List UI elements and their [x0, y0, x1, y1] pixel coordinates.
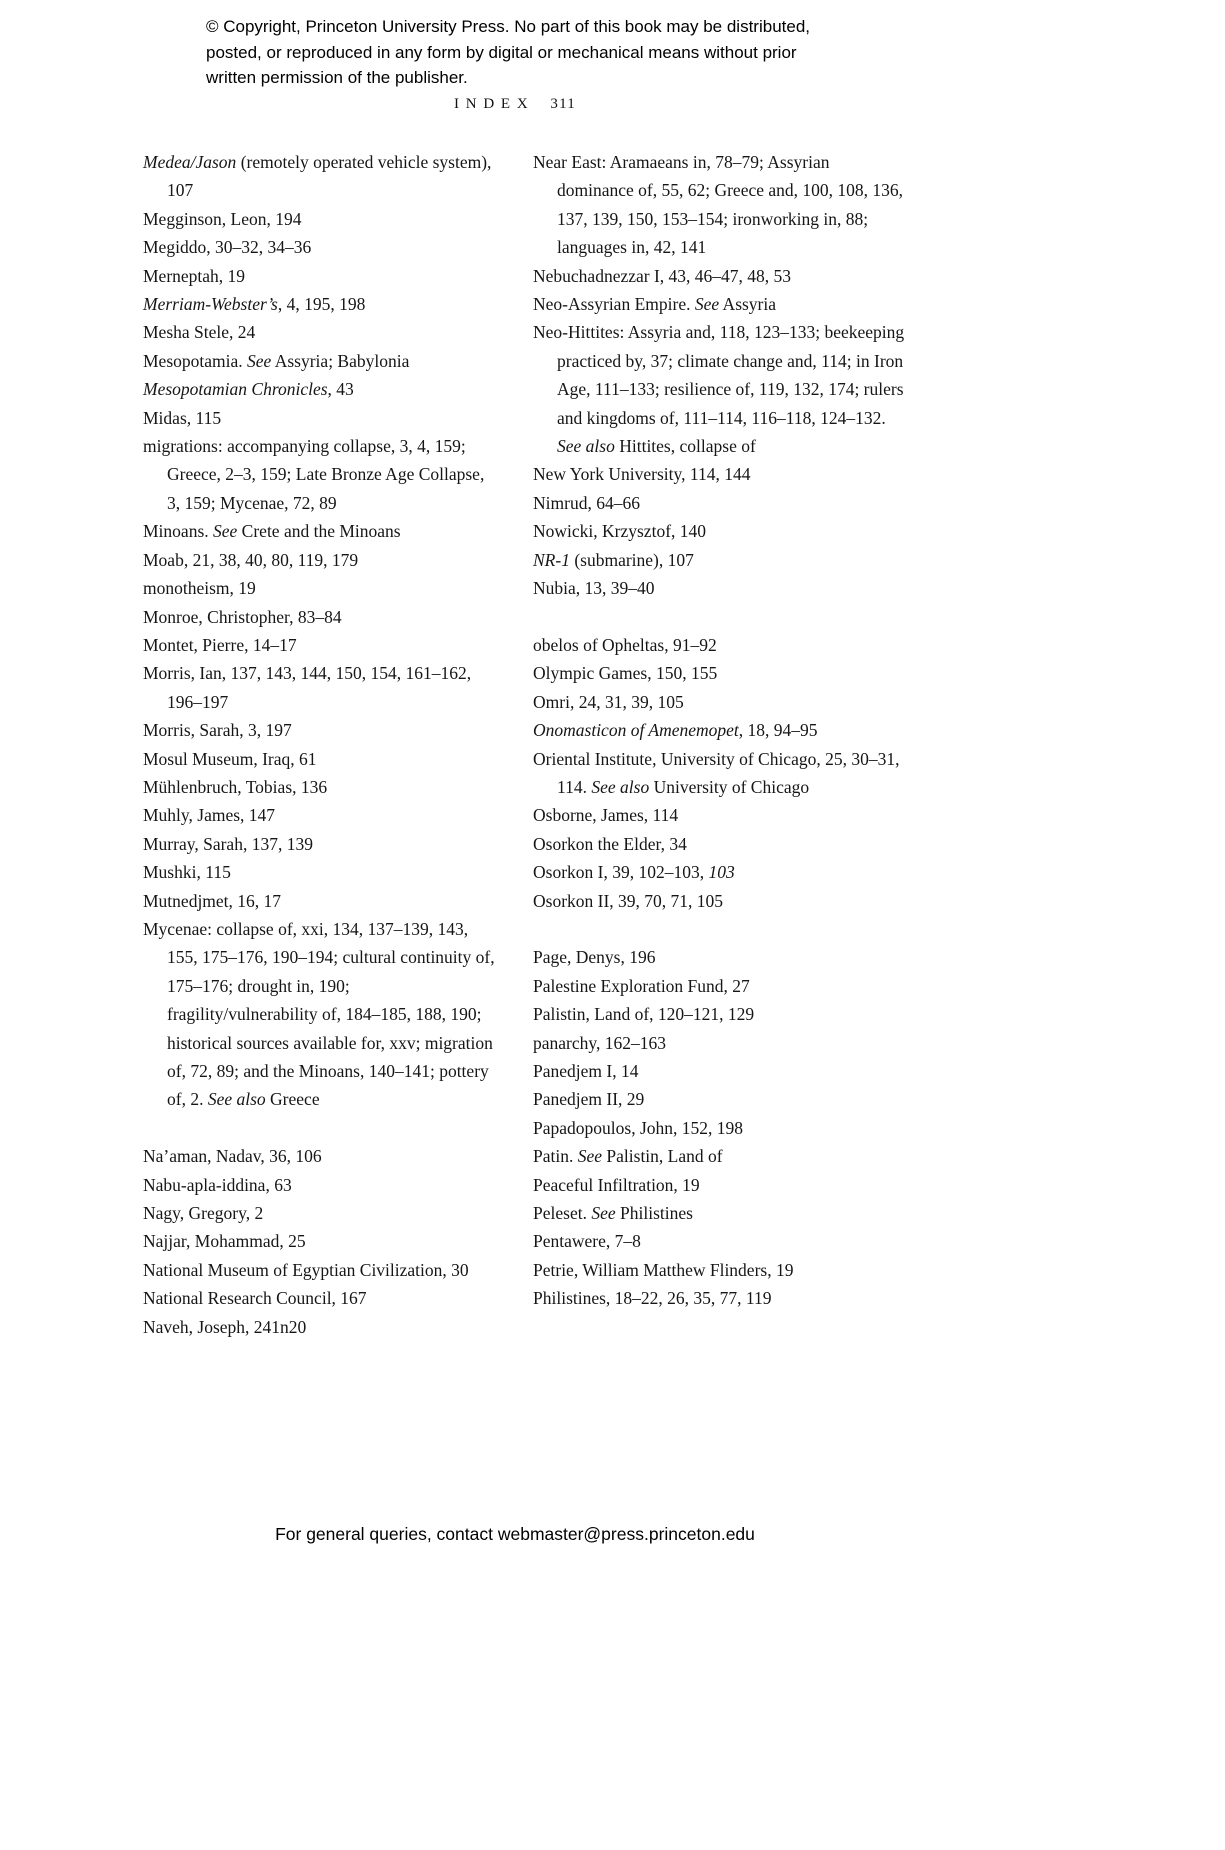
- entry-text: monotheism, 19: [143, 578, 256, 599]
- entry-text: Morris, Sarah, 3, 197: [143, 720, 292, 741]
- entry-text: Nabu-apla-iddina, 63: [143, 1174, 292, 1195]
- entry-text: Nubia, 13, 39–40: [533, 578, 655, 599]
- index-entry: [143, 262, 495, 290]
- entry-text: Megginson, Leon, 194: [143, 208, 302, 229]
- index-entry: [533, 574, 909, 602]
- entry-text: Monroe, Christopher, 83–84: [143, 606, 342, 627]
- index-entry: [533, 1000, 909, 1028]
- entry-text: Nebuchadnezzar I, 43, 46–47, 48, 53: [533, 265, 792, 286]
- entry-text-italic: NR-1: [533, 549, 570, 570]
- index-entry: [143, 830, 495, 858]
- index-entry: [533, 489, 909, 517]
- entry-text: Panedjem I, 14: [533, 1060, 639, 1081]
- index-entry: [143, 318, 495, 346]
- entry-text: Nagy, Gregory, 2: [143, 1203, 264, 1224]
- index-entry: [533, 801, 909, 829]
- index-entry: [533, 1057, 909, 1085]
- entry-text: Omri, 24, 31, 39, 105: [533, 691, 684, 712]
- index-entry: [533, 517, 909, 545]
- entry-text: Mesha Stele, 24: [143, 322, 256, 343]
- index-entry: [143, 574, 495, 602]
- entry-text: Greece: [265, 1089, 320, 1110]
- index-entry: [533, 1199, 909, 1227]
- index-entry: [143, 915, 495, 1114]
- index-entry: [143, 858, 495, 886]
- entry-text: Mühlenbruch, Tobias, 136: [143, 776, 328, 797]
- entry-text: Montet, Pierre, 14–17: [143, 634, 297, 655]
- index-entry: [533, 460, 909, 488]
- entry-text: Philistines: [615, 1203, 693, 1223]
- entry-text: , 4, 195, 198: [277, 294, 366, 315]
- entry-text: Minoans.: [143, 521, 213, 542]
- entry-text: Osorkon I, 39, 102–103,: [533, 862, 709, 883]
- entry-text: Naveh, Joseph, 241n20: [143, 1316, 307, 1337]
- entry-text-italic: Mesopotamian Chronicles: [143, 379, 328, 400]
- index-entry: [533, 318, 909, 460]
- entry-text: Philistines, 18–22, 26, 35, 77, 119: [533, 1288, 772, 1309]
- index-entry: [143, 603, 495, 631]
- index-entry: [533, 1256, 909, 1284]
- index-entry: [533, 745, 909, 802]
- entry-text: New York University, 114, 144: [533, 464, 751, 485]
- index-entry: [143, 432, 495, 517]
- entry-text: National Research Council, 167: [143, 1288, 367, 1309]
- entry-text: Near East: Aramaeans in, 78–79; Assyrian dominance of, 55, 62; Greece and, 100, 108, 136, 137, 139, 150, 153–154; ironworking in, 88; languages in, 42, 141: [533, 152, 904, 258]
- entry-text: Assyria; Babylonia: [271, 350, 410, 371]
- index-entry: [533, 1227, 909, 1255]
- entry-text: Mushki, 115: [143, 862, 231, 883]
- entry-text-italic: See: [213, 521, 238, 542]
- entry-text: Neo-Hittites: Assyria and, 118, 123–133; beekeeping practiced by, 37; climate change and, 114; in Iron Age, 111–133; resilience of, 119, 132, 174; rulers and kingdoms of, 111–114, 116–118, 124–132.: [533, 322, 905, 428]
- index-entry: [533, 290, 909, 318]
- entry-text-italic: See also: [591, 776, 650, 797]
- index-entry: [143, 546, 495, 574]
- entry-text: Megiddo, 30–32, 34–36: [143, 237, 312, 258]
- entry-text: Morris, Ian, 137, 143, 144, 150, 154, 161–162, 196–197: [143, 663, 472, 712]
- entry-text: migrations: accompanying collapse, 3, 4, 159; Greece, 2–3, 159; Late Bronze Age Collapse, 3, 159; Mycenae, 72, 89: [143, 436, 485, 513]
- entry-text: Na’aman, Nadav, 36, 106: [143, 1146, 322, 1167]
- entry-text: Merneptah, 19: [143, 265, 246, 286]
- entry-text: Nowicki, Krzysztof, 140: [533, 521, 707, 542]
- index-entry: [533, 1029, 909, 1057]
- entry-text: panarchy, 162–163: [533, 1032, 666, 1053]
- entry-text: Peaceful Infiltration, 19: [533, 1174, 700, 1195]
- entry-text: Murray, Sarah, 137, 139: [143, 833, 313, 854]
- index-entry: [533, 887, 909, 915]
- index-entry: [143, 290, 495, 318]
- entry-text: obelos of Opheltas, 91–92: [533, 634, 717, 655]
- entry-text: Najjar, Mohammad, 25: [143, 1231, 306, 1252]
- entry-text: Palestine Exploration Fund, 27: [533, 975, 750, 996]
- index-title: INDEX: [454, 96, 535, 112]
- entry-text: Midas, 115: [143, 407, 222, 428]
- entry-text: Moab, 21, 38, 40, 80, 119, 179: [143, 549, 359, 570]
- entry-text-italic: Onomasticon of Amenemopet: [533, 720, 739, 741]
- index-entry: [533, 858, 909, 886]
- index-entry: [143, 205, 495, 233]
- entry-text: Panedjem II, 29: [533, 1089, 645, 1110]
- index-entry: [143, 631, 495, 659]
- entry-text: , 43: [327, 379, 354, 400]
- entry-text: Crete and the Minoans: [237, 521, 401, 542]
- index-entry: [533, 148, 909, 262]
- index-entry: [533, 830, 909, 858]
- index-entry: [533, 1284, 909, 1312]
- index-entry: [533, 1085, 909, 1113]
- entry-text: Mosul Museum, Iraq, 61: [143, 748, 317, 769]
- index-entry: [533, 943, 909, 971]
- entry-text: Peleset.: [533, 1203, 592, 1223]
- index-entry: [533, 972, 909, 1000]
- entry-text-italic: See also: [557, 436, 615, 457]
- entry-text: Osorkon II, 39, 70, 71, 105: [533, 890, 724, 911]
- entry-text-italic: Medea/Jason: [143, 152, 237, 172]
- index-column-right: [533, 148, 909, 1341]
- page-number: 311: [550, 96, 576, 112]
- entry-text: Papadopoulos, John, 152, 198: [533, 1117, 743, 1138]
- entry-text: Palistin, Land of, 120–121, 129: [533, 1004, 755, 1025]
- index-entry: [533, 1114, 909, 1142]
- index-entry: [143, 659, 495, 716]
- entry-text: Assyria: [719, 294, 777, 315]
- index-entry: [533, 1142, 909, 1170]
- index-entry: [143, 1199, 495, 1227]
- index-entry: [143, 347, 495, 375]
- entry-text: Pentawere, 7–8: [533, 1231, 641, 1252]
- index-entry: [143, 801, 495, 829]
- index-entry: [533, 546, 909, 574]
- index-column-left: [143, 148, 495, 1341]
- entry-text-italic: 103: [708, 862, 735, 883]
- entry-text: Oriental Institute, University of Chicago, 25, 30–31, 114.: [533, 748, 900, 797]
- index-entry: [533, 688, 909, 716]
- index-entry: [143, 148, 495, 205]
- index-entry: [143, 1313, 495, 1341]
- index-entry: [533, 659, 909, 687]
- index-entry: [143, 887, 495, 915]
- entry-text: Neo-Assyrian Empire.: [533, 294, 695, 315]
- entry-text-italic: See also: [207, 1089, 266, 1110]
- index-entry: [143, 1142, 495, 1170]
- entry-text-italic: Merriam-Webster’s: [143, 294, 278, 315]
- index-entry: [143, 1171, 495, 1199]
- entry-text: Page, Denys, 196: [533, 947, 656, 968]
- entry-text-italic: See: [577, 1146, 603, 1167]
- entry-text: (submarine), 107: [569, 549, 694, 570]
- entry-text: Osborne, James, 114: [533, 805, 679, 826]
- entry-text-italic: See: [694, 294, 720, 315]
- index-entry: [143, 745, 495, 773]
- copyright-notice: © Copyright, Princeton University Press. No part of this book may be distributed, posted, or reproduced in any form by digital or mechanical means without prior written permission of the publisher.: [206, 17, 811, 87]
- index-entry: [533, 1171, 909, 1199]
- index-entry: [143, 375, 495, 403]
- index-entry: [143, 716, 495, 744]
- entry-text: Muhly, James, 147: [143, 805, 276, 826]
- entry-text: National Museum of Egyptian Civilization, 30: [143, 1259, 469, 1280]
- entry-text: (remotely operated vehicle system), 107: [167, 152, 492, 201]
- index-entry: [533, 262, 909, 290]
- index-entry: [143, 404, 495, 432]
- entry-text: Mycenae: collapse of, xxi, 134, 137–139, 143, 155, 175–176, 190–194; cultural continuity of, 175–176; drought in, 190; fragility/vulnerability of, 184–185, 188, 190; historical sources available for, xxv; migration of, 72, 89; and the Minoans, 140–141; pottery of, 2.: [143, 918, 495, 1110]
- entry-text: Mutnedjmet, 16, 17: [143, 890, 282, 911]
- entry-text-italic: See: [591, 1203, 616, 1223]
- entry-text: , 18, 94–95: [738, 720, 818, 741]
- entry-text: Mesopotamia.: [143, 350, 248, 371]
- entry-text: Palistin, Land of: [602, 1146, 723, 1167]
- entry-text: Hittites, collapse of: [614, 436, 756, 457]
- entry-text: Olympic Games, 150, 155: [533, 663, 718, 684]
- footer-contact-line: For general queries, contact webmaster@press.princeton.edu: [275, 1524, 755, 1544]
- index-entry: [533, 631, 909, 659]
- index-entry: [143, 1227, 495, 1255]
- index-entry: [143, 233, 495, 261]
- entry-text: Petrie, William Matthew Flinders, 19: [533, 1259, 794, 1280]
- index-columns: [143, 148, 909, 1341]
- running-head: [0, 96, 1030, 113]
- index-entry: [143, 517, 495, 545]
- index-entry: [143, 1284, 495, 1312]
- index-entry: [533, 716, 909, 744]
- index-entry: [143, 773, 495, 801]
- index-entry: [143, 1256, 495, 1284]
- entry-text: Osorkon the Elder, 34: [533, 833, 687, 854]
- entry-text-italic: See: [247, 350, 272, 371]
- entry-text: University of Chicago: [649, 776, 810, 797]
- entry-text: Nimrud, 64–66: [533, 492, 640, 513]
- entry-text: Patin.: [533, 1146, 578, 1167]
